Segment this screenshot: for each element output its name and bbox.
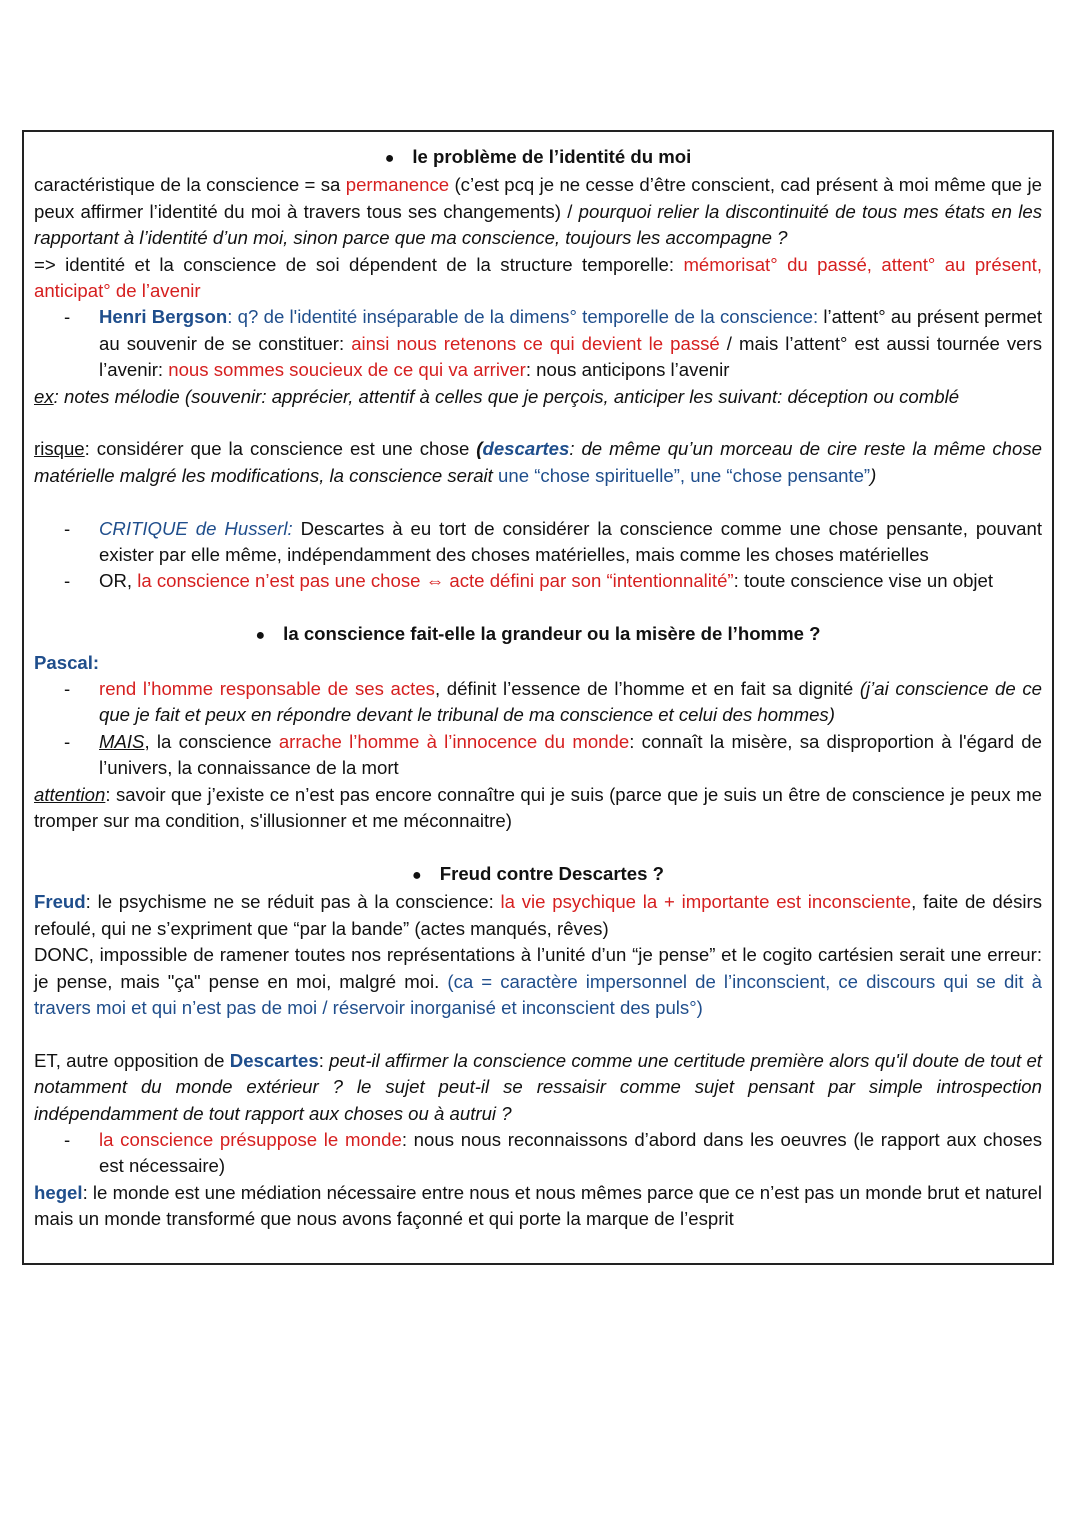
heading-grandeur-misere: ● la conscience fait-elle la grandeur ou la misère de l’homme ? <box>34 621 1042 649</box>
paragraph-opposition-descartes: ET, autre opposition de Descartes: peut-il affirmer la conscience comme une certitude première alors qu'il doute de tout et notamment du monde extérieur ? le sujet peut-il se ressaisir comme sujet pensant par simple introspection indépendamment de tout rapport aux choses ou à autrui ? <box>34 1049 1042 1124</box>
heading-identite: ● le problème de l’identité du moi <box>34 144 1042 172</box>
paragraph-freud: Freud: le psychisme ne se réduit pas à la conscience: la vie psychique la + importante est inconsciente, faite de désirs refoulé, qui ne s’expriment que “par la bande” (actes manqués, rêves) <box>34 891 1043 939</box>
paragraph-hegel: hegel: le monde est une médiation nécessaire entre nous et nous mêmes parce que ce n’est pas un monde brut et naturel mais un monde transformé que nous avons façonné et qui porte la marque de l’esprit <box>34 1181 1042 1230</box>
paragraph-risque: risque: considérer que la conscience est une chose (descartes: de même qu’un morceau de cire reste la même chose matérielle malgré les modifications, la conscience serait une “chose spirituelle”, une “chose pensante”) <box>34 438 1042 486</box>
list-item-presuppose-monde: - la conscience présuppose le monde: nous nous reconnaissons d’abord dans les oeuvres (le rapport aux choses est nécessaire) <box>64 1128 1042 1177</box>
paragraph-permanence: caractéristique de la conscience = sa permanence (c’est pcq je ne cesse d’être conscient, cad présent à moi même que je peux affirmer l’identité du moi à travers tous ses changements) / pourquoi relier la discontinuité de tous mes états en les rapportant à l’identité d’un moi, sinon parce que ma conscience, toujours les accompagne ? <box>34 174 1042 249</box>
paragraph-exemple: ex: notes mélodie (souvenir: apprécier, attentif à celles que je perçois, anticiper les suivant: déception ou comblé <box>34 385 960 407</box>
bullet-icon: ● <box>412 866 422 884</box>
list-item-bergson: - Henri Bergson: q? de l'identité inséparable de la dimens° temporelle de la conscience: l’attent° au présent permet au souvenir de se constituer: ainsi nous retenons ce qui devient le passé / mais l’attent° est aussi tournée vers l’avenir: nous sommes soucieux de ce qui va arriver: nous anticipons l’avenir <box>64 306 1042 381</box>
bullet-icon: ● <box>384 150 395 167</box>
paragraph-donc: DONC, impossible de ramener toutes nos représentations à l’unité d’un “je pense” et le cogito cartésien serait une erreur: je pense, mais "ça" pense en moi, malgré moi. (ca = caractère impersonnel de l’inconscient, ce discours qui se dit à travers moi et qui n’est pas de moi / réservoir inorganisé et inconscient des puls°) <box>34 944 1042 1018</box>
list-item-responsable: - rend l’homme responsable de ses actes, définit l’essence de l’homme et en fait sa dignité (j’ai conscience de ce que je fait et peux en répondre devant le tribunal de ma conscience et celui des hommes) <box>64 678 1042 726</box>
paragraph-attention: attention: savoir que j’existe ce n’est pas encore connaître qui je suis (parce que je suis un être de conscience je peux me tromper sur ma condition, s'illusionner et me méconnaitre) <box>34 783 1042 832</box>
notes-content <box>34 144 1042 1233</box>
heading-freud-descartes: ● Freud contre Descartes ? <box>34 861 1042 889</box>
paragraph-structure-temporelle: => identité et la conscience de soi dépendent de la structure temporelle: mémorisat° du passé, attent° au présent, anticipat° de l’avenir <box>34 253 1043 302</box>
list-item-intentionnalite: - OR, la conscience n’est pas une chose ⇔ acte défini par son “intentionnalité”: toute conscience vise un objet <box>64 570 994 592</box>
list-item-husserl: - CRITIQUE de Husserl: Descartes à eu tort de considérer la conscience comme une chose pensante, pouvant exister par elle même, indépendamment des choses matérielles, mais comme les choses matérielles <box>64 517 1042 566</box>
list-item-innocence: - MAIS, la conscience arrache l’homme à l’innocence du monde: connaît la misère, sa disproportion à l'égard de l’univers, la connaissance de la mort <box>64 730 1042 779</box>
label-pascal: Pascal: <box>34 651 100 673</box>
bullet-icon: ● <box>255 627 266 645</box>
notes-frame <box>22 130 1054 1265</box>
